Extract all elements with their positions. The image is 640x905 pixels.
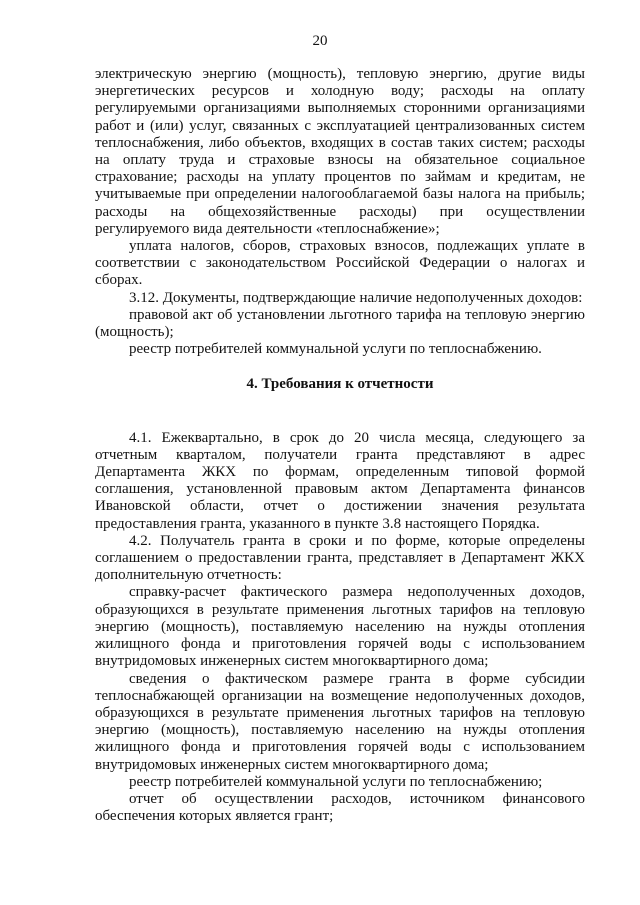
paragraph: реестр потребителей коммунальной услуги по теплоснабжению; — [129, 773, 543, 790]
section-heading: 4. Требования к отчетности — [246, 376, 434, 393]
paragraph: реестр потребителей коммунальной услуги по теплоснабжению. — [129, 341, 542, 358]
document-body — [95, 66, 585, 825]
paragraph: 4.2. Получатель гранта в сроки и по форме, которые определены соглашением о предоставлении гранта, представляет в Департамент ЖКХ дополнительную отчетность: — [95, 532, 585, 584]
paragraph: сведения о фактическом размере гранта в форме субсидии теплоснабжающей организации на возмещение недополученных доходов, образующихся в результате применения льготных тарифов на тепловую энергию (мощность), поставляемую населению на нужды отопления жилищного фонда и приготовления горячей воды с использованием внутридомовых инженерных систем многоквартирного дома; — [95, 670, 585, 773]
paragraph: правовой акт об установлении льготного тарифа на тепловую энергию (мощность); — [95, 306, 585, 341]
paragraph: 3.12. Документы, подтверждающие наличие недополученных доходов: — [129, 289, 583, 306]
page-number: 20 — [312, 33, 328, 49]
paragraph: электрическую энергию (мощность), тепловую энергию, другие виды энергетических ресурсов и холодную воду; расходы на оплату регулируемыми организациями выполняемых сторонними организациями работ и (или) услуг, связанных с эксплуатацией централизованных систем теплоснабжения, либо объектов, входящих в состав таких систем; расходы на оплату труда и страховые взносы на обязательное социальное страхование; расходы на уплату процентов по займам и кредитам, не учитываемые при определении налогооблагаемой базы налога на прибыль; расходы на общехозяйственные расходы) при осуществлении регулируемого вида деятельности «теплоснабжение»; — [95, 66, 585, 237]
paragraph: уплата налогов, сборов, страховых взносов, подлежащих уплате в соответствии с законодательством Российской Федерации о налогах и сборах. — [95, 238, 585, 289]
paragraph: 4.1. Ежеквартально, в срок до 20 числа месяца, следующего за отчетным кварталом, получатели гранта представляют в адрес Департамента ЖКХ по формам, определенным типовой формой соглашения, установленной правовым актом Департамента финансов Ивановской области, отчет о достижении значения результата предоставления гранта, указанного в пункте 3.8 настоящего Порядка. — [95, 429, 585, 532]
paragraph: отчет об осуществлении расходов, источником финансового обеспечения которых является грант; — [95, 790, 585, 825]
paragraph: справку-расчет фактического размера недополученных доходов, образующихся в результате применения льготных тарифов на тепловую энергию (мощность), поставляемую населению на нужды отопления жилищного фонда и приготовления горячей воды с использованием внутридомовых инженерных систем многоквартирного дома; — [95, 584, 585, 670]
